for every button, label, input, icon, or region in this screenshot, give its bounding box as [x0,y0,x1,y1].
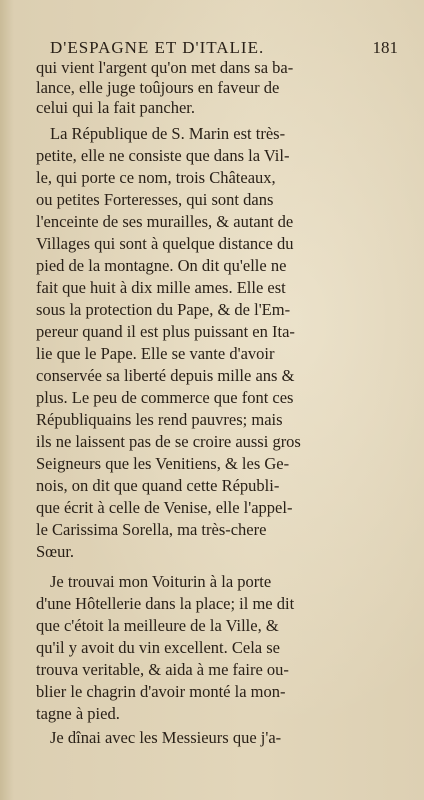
text-line: ou petites Forteresses, qui sont dans [36,190,274,209]
text-line: le, qui porte ce nom, trois Châteaux, [36,168,276,187]
text-line: Républiquains les rend pauvres; mais [36,410,283,429]
text-line: fait que huit à dix mille ames. Elle est [36,278,286,297]
text-line: sous la protection du Pape, & de l'Em- [36,300,291,319]
text-line: lance, elle juge toûjours en faveur de [36,78,280,97]
text-line: Sœur. [36,542,75,561]
text-line: tagne à pied. [36,704,120,723]
text-line: pied de la montagne. On dit qu'elle ne [36,256,287,275]
running-head: D'ESPAGNE ET D'ITALIE. [50,38,265,57]
text-line: d'une Hôtellerie dans la place; il me dit [36,594,295,613]
page-header [46,38,398,58]
text-line: pereur quand il est plus puissant en Ita- [36,322,295,341]
text-line: lie que le Pape. Elle se vante d'avoir [36,344,275,363]
text-line: qui vient l'argent qu'on met dans sa ba- [36,58,294,77]
text-line: plus. Le peu de commerce que font ces [36,388,294,407]
text-line: l'enceinte de ses murailles, & autant de [36,212,294,231]
text-line: La République de S. Marin est très- [50,124,286,143]
page-number: 181 [372,38,398,57]
text-line: trouva veritable, & aida à me faire ou- [36,660,289,679]
text-line: conservée sa liberté depuis mille ans & [36,366,295,385]
text-line: ils ne laissent pas de se croire aussi gros [36,432,301,451]
text-line: que c'étoit la meilleure de la Ville, & [36,616,279,635]
text-line: petite, elle ne consiste que dans la Vil- [36,146,290,165]
text-line: Je trouvai mon Voiturin à la porte [50,572,272,591]
text-line: que écrit à celle de Venise, elle l'appel- [36,498,293,517]
text-line: blier le chagrin d'avoir monté la mon- [36,682,286,701]
text-line: le Carissima Sorella, ma très-chere [36,520,267,539]
text-line: Je dînai avec les Messieurs que j'a- [50,728,282,747]
text-line: Seigneurs que les Venitiens, & les Ge- [36,454,290,473]
text-line: qu'il y avoit du vin excellent. Cela se [36,638,280,657]
text-line: Villages qui sont à quelque distance du [36,234,294,253]
text-line: nois, on dit que quand cette Républi- [36,476,280,495]
text-line: celui qui la fait pancher. [36,98,195,117]
